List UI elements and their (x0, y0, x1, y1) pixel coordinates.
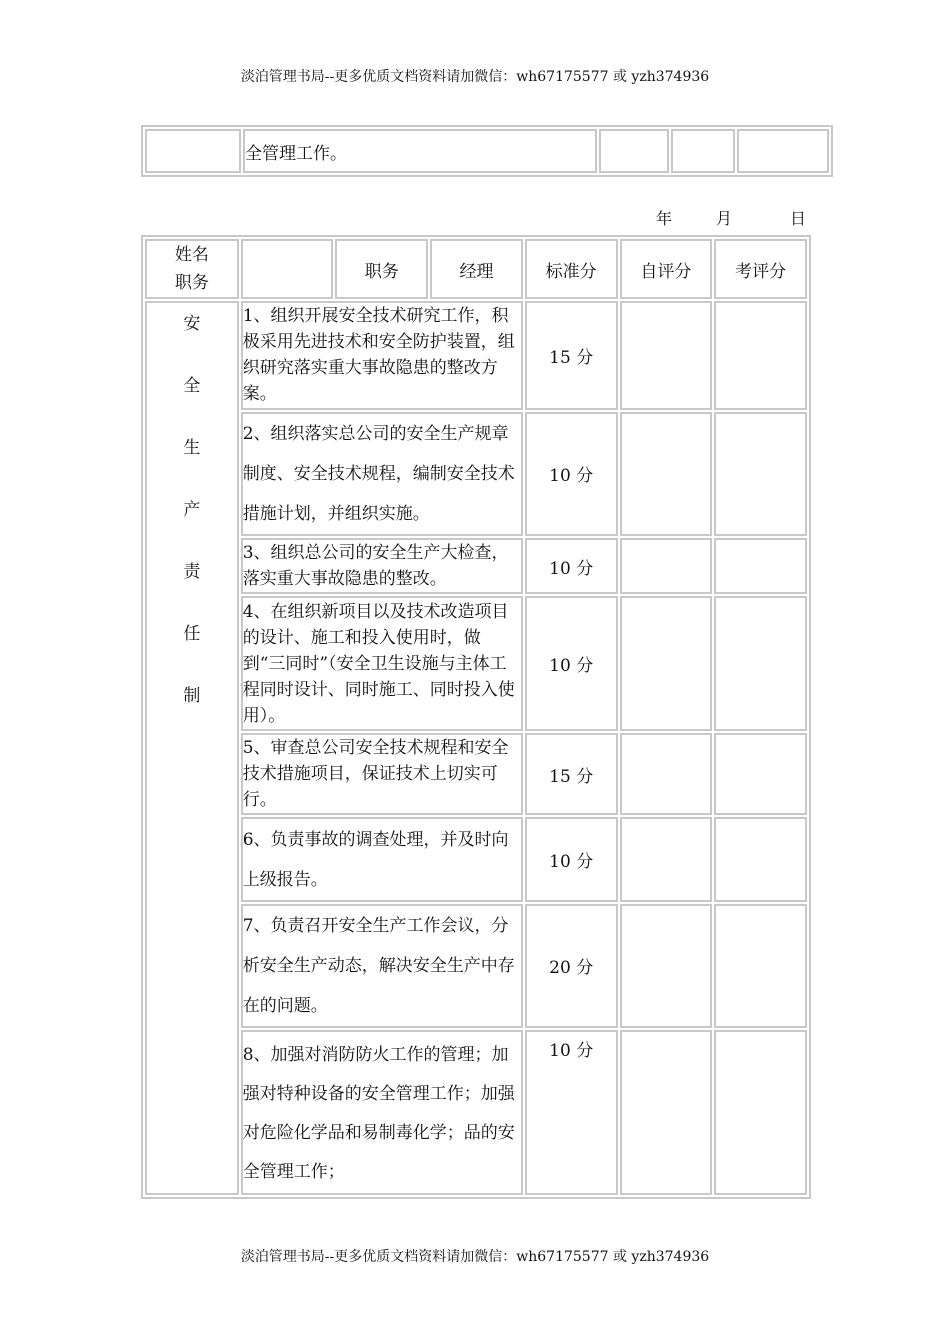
review-score-cell[interactable] (714, 412, 807, 537)
review-score-cell[interactable] (714, 904, 807, 1029)
continued-table (141, 125, 833, 177)
page-footer: 淡泊管理书局--更多优质文档资料请加微信：wh67175577 或 yzh374936 (240, 1249, 710, 1265)
review-score-cell[interactable] (714, 538, 807, 594)
self-score-cell[interactable] (620, 412, 713, 537)
section-char: 产 (183, 500, 201, 521)
self-score-cell[interactable] (620, 538, 713, 594)
review-score-cell[interactable] (714, 733, 807, 815)
standard-score-7: 20 分 (525, 904, 618, 1029)
duty-item-6: 6、负责事故的调查处理，并及时向上级报告。 (241, 817, 523, 901)
name-post-header (145, 239, 239, 299)
review-score-cell[interactable] (714, 1030, 807, 1195)
self-score-cell[interactable] (620, 301, 713, 409)
review-score-cell[interactable] (714, 817, 807, 901)
date-day: 日 (790, 209, 807, 228)
empty-cell (145, 129, 241, 173)
standard-score-3: 10 分 (525, 538, 618, 594)
position-value: 经理 (430, 239, 523, 299)
position-label: 职务 (335, 239, 428, 299)
self-score-cell[interactable] (620, 596, 713, 731)
self-score-cell[interactable] (620, 904, 713, 1029)
review-score-cell[interactable] (714, 596, 807, 731)
standard-score-2: 10 分 (525, 412, 618, 537)
duty-item-2: 2、组织落实总公司的安全生产规章制度、安全技术规程，编制安全技术措施计划，并组织实施。 (241, 412, 523, 537)
name-value-cell (241, 239, 334, 299)
name-label: 姓名 (174, 245, 209, 266)
date-month: 月 (716, 209, 733, 228)
section-char: 制 (183, 686, 201, 707)
review-score-header: 考评分 (714, 239, 807, 299)
section-char: 全 (183, 376, 201, 397)
section-title-vertical (145, 301, 239, 1195)
standard-score-1: 15 分 (525, 301, 618, 409)
assessment-form-table (141, 235, 811, 1199)
empty-cell (737, 129, 829, 173)
section-char: 责 (183, 562, 201, 583)
section-char: 安 (183, 314, 201, 335)
continued-row-text: 全管理工作。 (243, 129, 597, 173)
duty-item-8: 8、加强对消防防火工作的管理；加强对特种设备的安全管理工作；加强对危险化学品和易制毒化学；品的安全管理工作； (241, 1030, 523, 1195)
empty-cell (599, 129, 669, 173)
duty-item-5: 5、审查总公司安全技术规程和安全技术措施项目，保证技术上切实可行。 (241, 733, 523, 815)
duty-item-3: 3、组织总公司的安全生产大检查，落实重大事故隐患的整改。 (241, 538, 523, 594)
page-header: 淡泊管理书局--更多优质文档资料请加微信：wh67175577 或 yzh374936 (240, 69, 710, 85)
self-score-header: 自评分 (620, 239, 713, 299)
self-score-cell[interactable] (620, 817, 713, 901)
section-char: 任 (183, 624, 201, 645)
self-score-cell[interactable] (620, 1030, 713, 1195)
review-score-cell[interactable] (714, 301, 807, 409)
post-label: 职务 (174, 273, 209, 294)
standard-score-5: 15 分 (525, 733, 618, 815)
empty-cell (671, 129, 735, 173)
standard-score-4: 10 分 (525, 596, 618, 731)
duty-item-7: 7、负责召开安全生产工作会议，分析安全生产动态，解决安全生产中存在的问题。 (241, 904, 523, 1029)
duty-item-4: 4、在组织新项目以及技术改造项目的设计、施工和投入使用时，做到“三同时”（安全卫生设施与主体工程同时设计、同时施工、同时投入使用）。 (241, 596, 523, 731)
standard-score-6: 10 分 (525, 817, 618, 901)
section-char: 生 (183, 438, 201, 459)
date-year: 年 (656, 209, 673, 228)
standard-score-8: 10 分 (525, 1030, 618, 1195)
standard-score-header: 标准分 (525, 239, 618, 299)
self-score-cell[interactable] (620, 733, 713, 815)
duty-item-1: 1、组织开展安全技术研究工作，积极采用先进技术和安全防护装置，组织研究落实重大事故隐患的整改方案。 (241, 301, 523, 409)
